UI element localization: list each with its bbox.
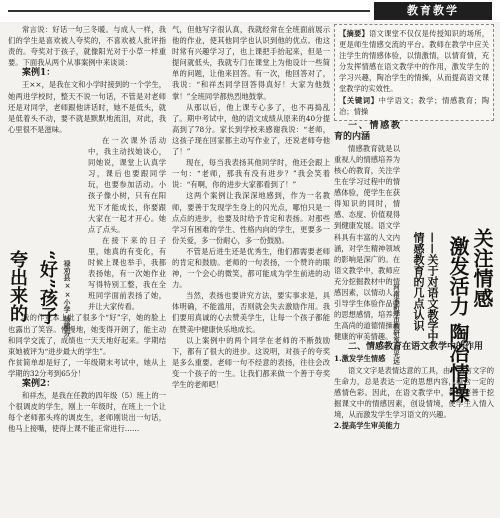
paragraph: 我的作业本上批了很多个“好”字，她的脸上也露出了笑容。慢慢地，她变得开朗了，能主动和同学交流了，成绩也一天天地好起来。学期结束她被评为“进步最大的学生”。 bbox=[8, 313, 166, 356]
case-2-heading: 案例2： bbox=[22, 379, 56, 389]
abstract-label: 【摘要】 bbox=[339, 29, 370, 38]
paragraph: 在一次课外活动中，我主动找她谈心，同她说，课堂上认真学习，课后也要跟同学玩，也要参加活动。小孩子像小树，只有在阳光下才能成长，你要跟大家在一起才开心。她点了点头。 bbox=[88, 135, 166, 234]
title-part: 激发活力 bbox=[446, 236, 470, 316]
keywords-body: 中学语文；教学；情感教育；陶冶；情操 bbox=[339, 95, 489, 116]
section-heading: 一、情感教育的内涵 bbox=[334, 120, 400, 142]
paragraph: 王××，是我在文和小学时接到的一个学生，她两进学校时，整天不说一句话，不管是对老师还是对同学，老师跟他讲话时，她不是低头，就是低着头不动，要不就是默默地流泪，对此，我心里很不是滋味。 bbox=[8, 80, 166, 134]
paragraph: 常言说：好话一句三冬暖。与成人一样，我们的学生是喜欢被人夸奖的，不喜欢被人批评指责的。夸奖对于孩子，就像阳光对于小草一样重要。下面我从两个从事案例中来谈谈： bbox=[8, 25, 166, 68]
article2-title-line2 bbox=[446, 236, 470, 403]
article2-title-line1 bbox=[470, 228, 494, 308]
article1-author: 禄劝县××小学 杨建芬 bbox=[63, 260, 72, 337]
article1-title-line1: 夸出来的 bbox=[7, 250, 28, 322]
paragraph: 这两个案例让我深深地感到，作为一名教师，要善于发现学生身上的闪光点，哪怕只是一点点的进步，也要及时给予肯定和表扬。对那些学习有困难的学生、性格内向的学生，更要多一份关爱，多一份耐心，多一份鼓励。 bbox=[172, 191, 330, 245]
paragraph: 当然，表扬也要讲究方法，要实事求是，具体明确，不能滥用，否则就会失去激励作用。我们要用真诚的心去赞美学生，让每一个孩子都能在赞美中健康快乐地成长。 bbox=[172, 291, 330, 334]
header-bar bbox=[0, 0, 500, 22]
article2-author: 河南省新郑市教研室 杨光远 bbox=[392, 284, 400, 365]
article2-subtitle-2: 情感教育的几点认识 bbox=[412, 232, 425, 331]
paragraph: 情感教育就是以重视人的情感培养为核心的教育，关注学生在学习过程中的情感体验，使学生在获得知识的同时，情感、态度、价值观得到健康发展。语文学科具有丰富的人文内涵，对学生精神领域的影响是深广的。在语文教学中，教师应充分挖掘教材中的情感因素，以情动人，引导学生体验作品中的思想感情，培养学生高尚的道德情操和健康的审美情趣。 bbox=[334, 143, 400, 342]
header-rule bbox=[8, 10, 370, 12]
section-heading: 二、情感教育在语文教学中的作用 bbox=[348, 342, 484, 353]
case-1-heading: 案例1： bbox=[22, 68, 56, 79]
abstract-body: 语文课堂不仅仅是传授知识的场所，更是师生情感交流的平台。教师在教学中应关注学生的情感体验，以情激情，以情育情，充分发挥情感在语文教学中的作用，激发学生的学习兴趣，陶冶学生的情操，从而提高语文课堂教学的实效性。 bbox=[339, 29, 490, 94]
abstract-text bbox=[339, 28, 489, 95]
paragraph: 语文文字是表情达意的工具，由于语言文字的生命力，总是表达一定的思想内容，蕴含一定的感情色彩。因此，在语文教学中，教师要善于挖掘课文中的情感因素，创设情境，使学生入情入境，从而激发学生学习语文的兴趣。 bbox=[334, 365, 494, 419]
article1-column-2 bbox=[172, 24, 330, 516]
paragraph: 从那以后，他上课专心多了，也不再捣乱了。期中考试中，他的语文成绩从原来的40分提高到了78分。家长到学校来感谢我说：“老师，这孩子现在回家都主动写作业了，还说老师夸他了！” bbox=[172, 102, 330, 157]
keywords-label: 【关键词】 bbox=[339, 95, 379, 105]
subsection-heading: 2.提高学生审美能力 bbox=[334, 421, 400, 430]
keywords-text bbox=[339, 95, 489, 117]
article1-title-line2: “好”孩子 bbox=[37, 250, 58, 325]
paragraph: 气，但他写字很认真，我就经常在全班面前展示他的作业，使其他同学也认识到他的优点。他这时常有兴趣学习了，也上课把手抬起来，但是一提问就低头，我就专门在课堂上为他设计一些简单的问题，让他来回答。有一次，他回答对了，我说：“和祥杰同学回答得真好！大家为他鼓掌！”全班同学都热烈地鼓掌。 bbox=[172, 25, 330, 101]
paragraph: 在接下来的日子里，她真的有变化，有时候上课也举手，我都表扬她，有一次她作业写得特别工整，我在全班同学面前表扬了她，并让大家传看。 bbox=[88, 235, 166, 312]
section-tag: 教育教学 bbox=[374, 2, 492, 20]
article2-subtitle-1: ——关于对语文教学中 bbox=[426, 232, 439, 342]
subsection-heading: 1.激发学生情感 bbox=[334, 354, 386, 364]
article1-column-1 bbox=[8, 24, 166, 516]
paragraph: 现在，每当我表扬其他同学时，他还会跟上一句：“老师，那我有没有进步？”我会笑着说：“有啊，你的进步大家都看到了！” bbox=[172, 158, 330, 190]
title-part: 陶冶情操 bbox=[446, 322, 470, 403]
paragraph: 不管是后进生还是优秀生，他们都需要老师的肯定和鼓励。老师的一句表扬，一个赞许的眼神，一个会心的微笑，都可能成为学生前进的动力。 bbox=[172, 246, 330, 290]
paragraph: 和祥杰，是我在任教的四年级（5）班上的一个很调皮的学生，刚上一年级时，在班上一个让每个老师都头疼的调皮生，老师刚说出一句话，他马上接嘴，使得上课不能正常进行…… bbox=[8, 391, 166, 434]
paragraph: 作贫简单却是好了，一年级期末考试中，她从上学期的32分考到65分！ bbox=[8, 357, 166, 378]
title-part: 关注情感 bbox=[470, 228, 494, 308]
abstract-box bbox=[334, 24, 494, 121]
paragraph: 以上案例中的两个同学在老师的不断鼓励下，都有了很大的进步。这说明，对孩子的夸奖是多么重要。老师一句不经意的表扬，往往会改变一个孩子的一生。让我们都来做一个善于夸奖学生的老师吧！ bbox=[172, 335, 330, 389]
